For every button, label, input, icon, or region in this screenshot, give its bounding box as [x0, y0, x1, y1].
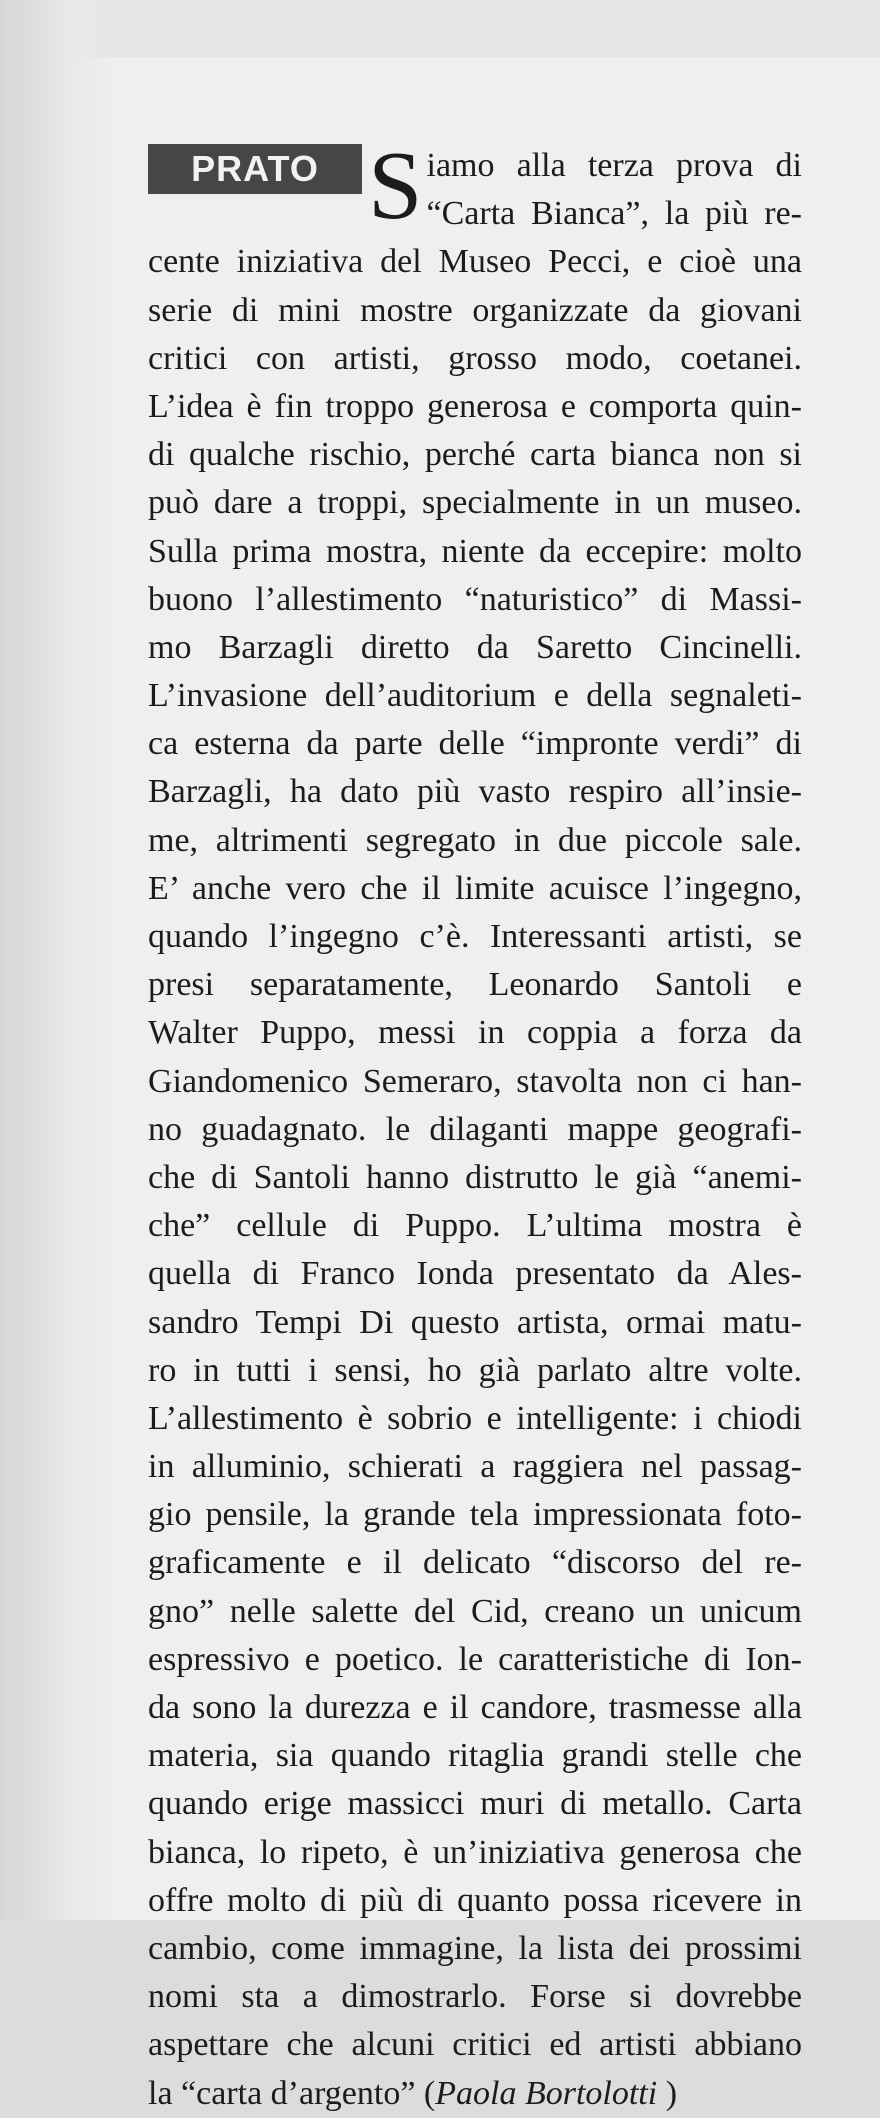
- article-line: espressivo e poetico. le caratteristiche di Ion-: [148, 1640, 802, 1678]
- article-line: bianca, lo ripeto, è un’iniziativa generosa che: [148, 1833, 802, 1871]
- article-line: Barzagli, ha dato più vasto respiro all’insie-: [148, 773, 802, 811]
- torn-top-strip: [0, 0, 880, 58]
- closing-paren: ): [657, 2074, 678, 2112]
- drop-cap: S: [368, 132, 423, 240]
- article-body: [148, 132, 802, 2118]
- article-line: quando l’ingegno c’è. Interessanti artisti, se: [148, 918, 802, 955]
- city-label: PRATO: [148, 144, 362, 194]
- article-line: mo Barzagli diretto da Saretto Cincinelli.: [148, 628, 802, 666]
- article-line: quella di Franco Ionda presentato da Ales-: [148, 1255, 802, 1293]
- author-credit: Paola Bortolotti: [435, 2074, 658, 2112]
- article-line: da sono la durezza e il candore, trasmesse alla: [148, 1689, 802, 1726]
- first-row-lines: [427, 142, 802, 238]
- article-line: nomi sta a dimostrarlo. Forse si dovrebbe: [148, 1978, 802, 2016]
- article-line: che” cellule di Puppo. L’ultima mostra è: [148, 1207, 802, 1245]
- article-line: buono l’allestimento “naturistico” di Massi-: [148, 580, 802, 618]
- article-line: di qualche rischio, perché carta bianca non si: [148, 436, 802, 474]
- article-lines: [148, 238, 802, 2069]
- article-line: Walter Puppo, messi in coppia a forza da: [148, 1014, 802, 1052]
- article-closing-line: [148, 2070, 802, 2118]
- article-line: graficamente e il delicato “discorso del re-: [148, 1544, 802, 1582]
- article-line: me, altrimenti segregato in due piccole sale.: [148, 821, 802, 859]
- article-line: gno” nelle salette del Cid, creano un unicum: [148, 1592, 802, 1630]
- article-line: L’invasione dell’auditorium e della segnaleti-: [148, 677, 802, 715]
- article-line: E’ anche vero che il limite acuisce l’ingegno,: [148, 869, 802, 907]
- article-line: L’allestimento è sobrio e intelligente: i chiodi: [148, 1399, 802, 1437]
- article-line: critici con artisti, grosso modo, coetanei.: [148, 339, 802, 377]
- article-line: ro in tutti i sensi, ho già parlato altre volte.: [148, 1351, 802, 1389]
- article-line: serie di mini mostre organizzate da giovani: [148, 291, 802, 329]
- article-line: quando erige massicci muri di metallo. Carta: [148, 1785, 802, 1823]
- article-line: gio pensile, la grande tela impressionata foto-: [148, 1496, 802, 1534]
- article-line: materia, sia quando ritaglia grandi stelle che: [148, 1737, 802, 1775]
- article-line: L’idea è fin troppo generosa e comporta quin-: [148, 387, 802, 425]
- article-line: presi separatamente, Leonardo Santoli e: [148, 966, 802, 1004]
- article-line: che di Santoli hanno distrutto le già “anemi-: [148, 1158, 802, 1196]
- article-line: Giandomenico Semeraro, stavolta non ci han-: [148, 1062, 802, 1100]
- article-line: Sulla prima mostra, niente da eccepire: molto: [148, 532, 802, 570]
- closing-text: la “carta d’argento” (: [148, 2074, 436, 2112]
- article-line: cente iniziativa del Museo Pecci, e cioè una: [148, 243, 802, 281]
- article-line: in alluminio, schierati a raggiera nel passag-: [148, 1448, 802, 1486]
- article-line: offre molto di più di quanto possa ricevere in: [148, 1881, 802, 1919]
- article-line: ca esterna da parte delle “impronte verdi” di: [148, 725, 802, 763]
- article-line: iamo alla terza prova di: [426, 147, 802, 184]
- article-line: cambio, come immagine, la lista dei prossimi: [148, 1929, 802, 1967]
- article-line: no guadagnato. le dilaganti mappe geografi-: [148, 1110, 802, 1148]
- article-first-row: [148, 132, 802, 240]
- paper-edge-shadow: [0, 0, 120, 1920]
- article-line: aspettare che alcuni critici ed artisti abbiano: [148, 2026, 802, 2064]
- article-line: sandro Tempi Di questo artista, ormai matu-: [148, 1303, 802, 1341]
- article-line: “Carta Bianca”, la più re-: [426, 195, 802, 233]
- article-line: può dare a troppi, specialmente in un museo.: [148, 484, 802, 522]
